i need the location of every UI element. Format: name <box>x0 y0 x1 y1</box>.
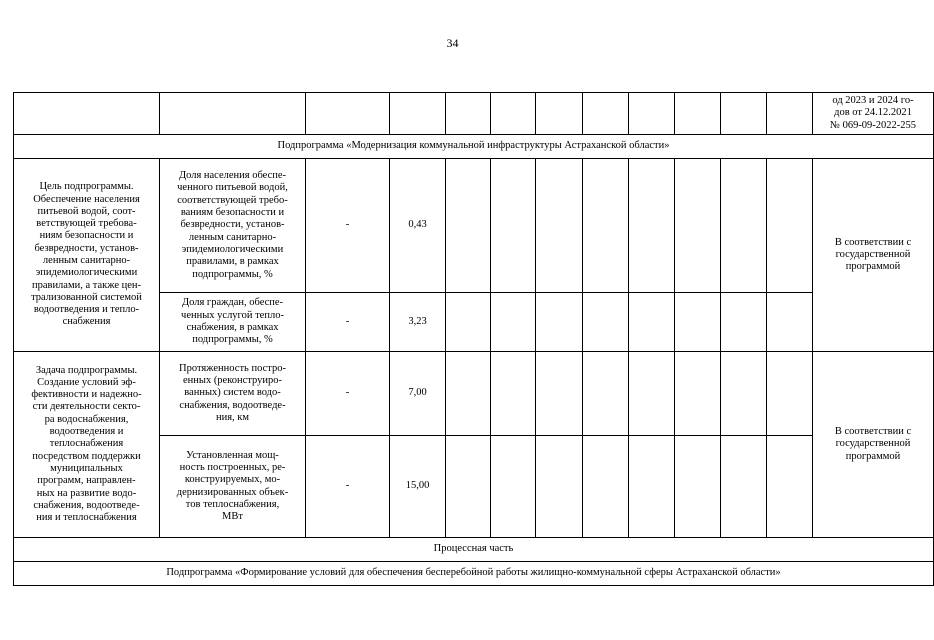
text-line: МВт <box>222 511 243 523</box>
indicator-base: - <box>306 159 390 293</box>
text-line: снабжения, водоотведе- <box>33 499 140 511</box>
indicator-value: 0,43 <box>390 159 446 293</box>
continued-row <box>14 93 934 135</box>
text-line: ность построенных, ре- <box>179 461 286 473</box>
text-line: государственной <box>835 438 911 450</box>
indicator-base: - <box>306 436 390 538</box>
text-line: дернизированных объек- <box>176 486 289 498</box>
task-indicator-row-1 <box>14 352 934 436</box>
task-note <box>813 352 934 538</box>
goal-note <box>813 159 934 352</box>
text-line: дов от 24.12.2021 <box>834 107 912 119</box>
text-line: соответствующей требо- <box>177 194 288 206</box>
text-line: эпидемиологическими <box>181 243 284 255</box>
indicator-value: 7,00 <box>390 352 446 436</box>
text-line: подпрограммы, % <box>192 334 273 346</box>
text-line: ниям безопасности и <box>39 230 134 242</box>
text-line: В соответствии с <box>834 236 912 248</box>
text-line: безвредности, установ- <box>180 219 285 231</box>
text-line: эпидемиологическими <box>35 267 138 279</box>
text-line: теплоснабжения <box>49 438 124 450</box>
text-line: программой <box>845 261 901 273</box>
text-line: сти деятельности секто- <box>32 401 141 413</box>
text-line: ветствующей требова- <box>36 218 137 230</box>
text-line: ленным санитарно- <box>188 231 277 243</box>
indicator-base: - <box>306 293 390 352</box>
text-line: муниципальных <box>50 462 123 474</box>
text-line: водоотведения и <box>49 426 124 438</box>
text-line: Создание условий эф- <box>37 376 136 388</box>
text-line: ченных услугой тепло- <box>181 309 284 321</box>
text-line: конструируемых, мо- <box>184 474 281 486</box>
indicator-base: - <box>306 352 390 436</box>
text-line: посредством поддержки <box>32 450 141 462</box>
text-line: государственной <box>835 248 911 260</box>
text-line: ных на развитие водо- <box>36 487 137 499</box>
text-line: программой <box>845 450 901 462</box>
subprogram-2-row <box>14 562 934 586</box>
indicator-value: 15,00 <box>390 436 446 538</box>
text-line: № 069-09-2022-255 <box>829 119 917 131</box>
page-number: 34 <box>446 36 459 50</box>
task-text <box>14 352 160 538</box>
text-line: ра водоснабжения, <box>44 413 129 425</box>
text-line: программ, направлен- <box>37 475 136 487</box>
text-line: трализованной системой <box>31 291 142 303</box>
text-line: Протяженность постро- <box>179 362 286 374</box>
text-line: правилами, в рамках <box>186 256 279 268</box>
text-line: ченного питьевой водой, <box>177 182 288 194</box>
text-line: правилами, а также цен- <box>31 279 142 291</box>
text-line: Доля граждан, обеспе- <box>181 297 284 309</box>
process-part-title: Процессная часть <box>14 538 934 562</box>
text-line: енных (реконструиро- <box>182 375 283 387</box>
text-line: ваниям безопасности и <box>180 207 285 219</box>
text-line: подпрограммы, % <box>192 268 273 280</box>
text-line: Задача подпрограммы. <box>35 364 138 376</box>
subprogram-2-title: Подпрограмма «Формирование условий для обеспечения бесперебойной работы жилищно-коммунальной сферы Астраханской области» <box>14 562 934 586</box>
text-line: безвредности, установ- <box>34 242 139 254</box>
indicator-name <box>160 293 306 352</box>
text-line: снабжения <box>62 316 111 328</box>
text-line: тов теплоснабжения, <box>185 498 280 510</box>
indicators-table <box>13 92 934 586</box>
text-line: Установленная мощ- <box>186 449 279 461</box>
goal-indicator-row-1 <box>14 159 934 293</box>
text-line: Цель подпрограммы. <box>39 181 134 193</box>
indicator-value: 3,23 <box>390 293 446 352</box>
text-line: питьевой водой, соот- <box>37 205 136 217</box>
text-line: ния, км <box>215 411 250 423</box>
indicator-name <box>160 352 306 436</box>
indicator-name <box>160 436 306 538</box>
text-line: Доля населения обеспе- <box>178 170 287 182</box>
text-line: фективности и надежно- <box>31 389 142 401</box>
text-line: ленным санитарно- <box>42 255 131 266</box>
header-note <box>813 93 934 135</box>
subprogram-1-title: Подпрограмма «Модернизация коммунальной инфраструктуры Астраханской области» <box>14 135 934 159</box>
text-line: водоотведения и тепло- <box>33 304 140 316</box>
text-line: од 2023 и 2024 го- <box>832 95 914 107</box>
process-part-row <box>14 538 934 562</box>
text-line: В соответствии с <box>834 426 912 438</box>
text-line: ванных) систем водо- <box>184 387 281 399</box>
indicator-name <box>160 159 306 293</box>
text-line: снабжения, в рамках <box>186 322 279 333</box>
text-line: Обеспечение населения <box>33 193 140 205</box>
text-line: снабжения, водоотведе- <box>179 399 286 411</box>
subprogram-1-row <box>14 135 934 159</box>
text-line: ния и теплоснабжения <box>36 512 137 524</box>
goal-text <box>14 159 160 352</box>
